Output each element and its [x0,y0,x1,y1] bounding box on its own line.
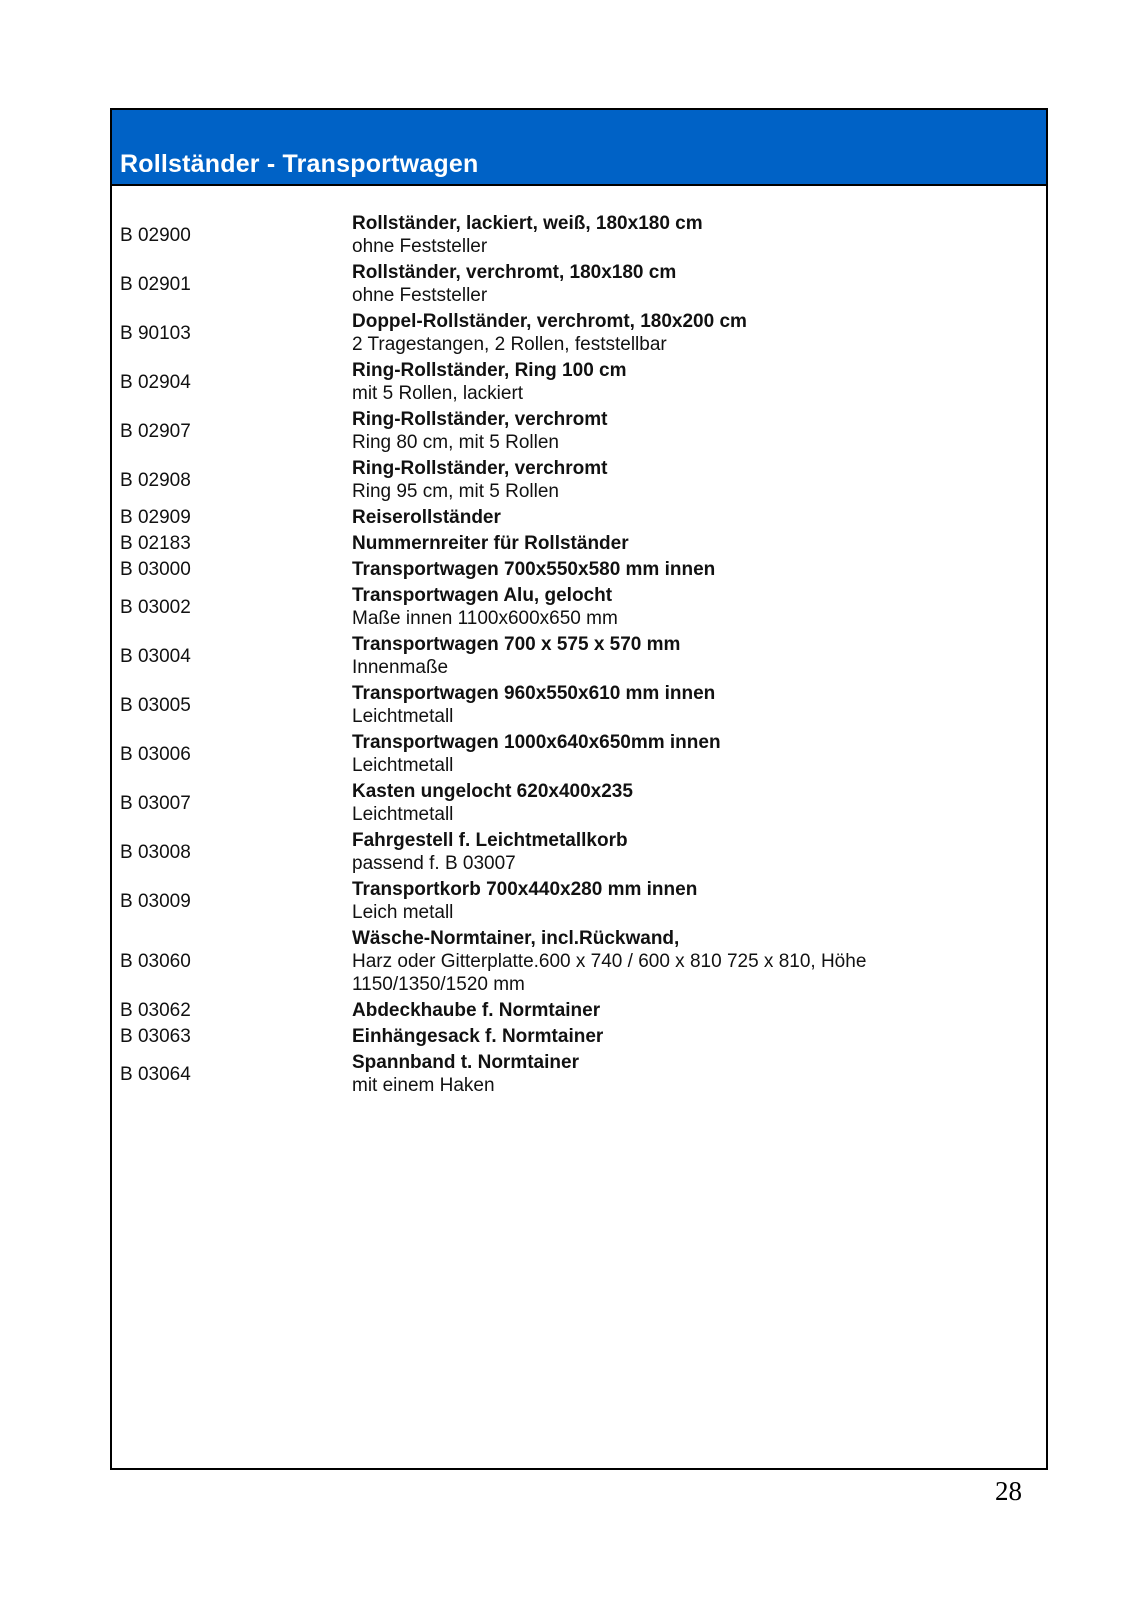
product-detail: mit einem Haken [352,1075,495,1096]
product-row [112,359,1046,405]
product-title: Transportkorb 700x440x280 mm innen [352,879,698,900]
product-row [112,878,1046,924]
product-row [112,927,1046,996]
product-code: B 90103 [120,322,191,344]
product-code: B 03063 [120,1026,191,1047]
product-code: B 03000 [120,559,191,580]
product-title: Transportwagen 1000x640x650mm innen [352,732,721,753]
product-row [112,633,1046,679]
product-detail: Maße innen 1100x600x650 mm [352,608,618,629]
product-description [352,829,1046,875]
product-detail: 2 Tragestangen, 2 Rollen, feststellbar [352,334,667,355]
product-title: Spannband t. Normtainer [352,1052,579,1073]
product-title: Rollständer, verchromt, 180x180 cm [352,262,677,283]
product-title: Einhängesack f. Normtainer [352,1026,604,1047]
product-title: Kasten ungelocht 620x400x235 [352,781,633,802]
product-description [352,532,1046,555]
product-description [352,682,1046,728]
product-description [352,408,1046,454]
product-title: Rollständer, lackiert, weiß, 180x180 cm [352,213,703,234]
product-code: B 02904 [120,371,191,393]
product-description [352,558,1046,581]
product-description [352,584,1046,630]
product-description [352,633,1046,679]
product-row [112,310,1046,356]
product-code: B 03005 [120,694,191,716]
product-title: Ring-Rollständer, verchromt [352,458,608,479]
product-detail: Ring 95 cm, mit 5 Rollen [352,481,559,502]
product-code: B 02183 [120,533,191,554]
product-detail: mit 5 Rollen, lackiert [352,383,524,404]
product-description [352,457,1046,503]
product-detail: Harz oder Gitterplatte.600 x 740 / 600 x 810 725 x 810, Höhe [352,951,867,972]
product-code: B 03009 [120,890,191,912]
product-detail: ohne Feststeller [352,236,488,257]
product-detail: Innenmaße [352,657,449,678]
product-list [112,186,1046,1097]
product-title: Transportwagen 700 x 575 x 570 mm [352,634,681,655]
product-title: Abdeckhaube f. Normtainer [352,1000,601,1021]
product-description [352,261,1046,307]
product-description [352,310,1046,356]
product-title: Transportwagen 700x550x580 mm innen [352,559,716,580]
content-box [110,108,1048,1470]
product-description [352,780,1046,826]
product-row [112,584,1046,630]
product-title: Reiserollständer [352,507,501,528]
product-description [352,927,1046,996]
product-detail: Ring 80 cm, mit 5 Rollen [352,432,559,453]
product-description [352,1025,1046,1048]
product-description [352,359,1046,405]
product-row [112,457,1046,503]
product-code: B 02901 [120,273,191,295]
product-row [112,682,1046,728]
product-description [352,212,1046,258]
product-detail: Leichtmetall [352,755,454,776]
product-detail: passend f. B 03007 [352,853,516,874]
product-row [112,212,1046,258]
product-title: Nummernreiter für Rollständer [352,533,629,554]
product-detail: Leichtmetall [352,706,454,727]
product-description [352,731,1046,777]
product-description [352,506,1046,529]
product-title: Ring-Rollständer, verchromt [352,409,608,430]
product-title: Transportwagen Alu, gelocht [352,585,613,606]
product-row [112,731,1046,777]
product-code: B 02909 [120,507,191,528]
product-row [112,1051,1046,1097]
product-code: B 03060 [120,951,191,972]
product-title: Wäsche-Normtainer, incl.Rückwand, [352,928,680,949]
product-code: B 03064 [120,1063,191,1085]
product-row [112,532,1046,555]
product-code: B 03062 [120,1000,191,1021]
product-detail: Leichtmetall [352,804,454,825]
product-code: B 02908 [120,469,191,491]
product-title: Ring-Rollständer, Ring 100 cm [352,360,627,381]
product-code: B 02907 [120,420,191,442]
product-code: B 03007 [120,792,191,814]
product-description [352,878,1046,924]
product-detail: ohne Feststeller [352,285,488,306]
section-title: Rollständer - Transportwagen [120,150,479,178]
product-title: Doppel-Rollständer, verchromt, 180x200 cm [352,311,747,332]
product-code: B 03008 [120,841,191,863]
product-description [352,999,1046,1022]
product-code: B 02900 [120,224,191,246]
product-row [112,408,1046,454]
product-row [112,829,1046,875]
section-header [112,110,1046,186]
product-row [112,261,1046,307]
product-row [112,558,1046,581]
product-row [112,506,1046,529]
product-code: B 03002 [120,596,191,618]
product-title: Fahrgestell f. Leichtmetallkorb [352,830,628,851]
product-detail: 1150/1350/1520 mm [352,974,525,995]
product-row [112,1025,1046,1048]
page-number: 28 [995,1476,1022,1506]
product-code: B 03004 [120,645,191,667]
product-row [112,999,1046,1022]
product-row [112,780,1046,826]
product-description [352,1051,1046,1097]
product-title: Transportwagen 960x550x610 mm innen [352,683,716,704]
product-detail: Leich metall [352,902,454,923]
product-code: B 03006 [120,743,191,765]
